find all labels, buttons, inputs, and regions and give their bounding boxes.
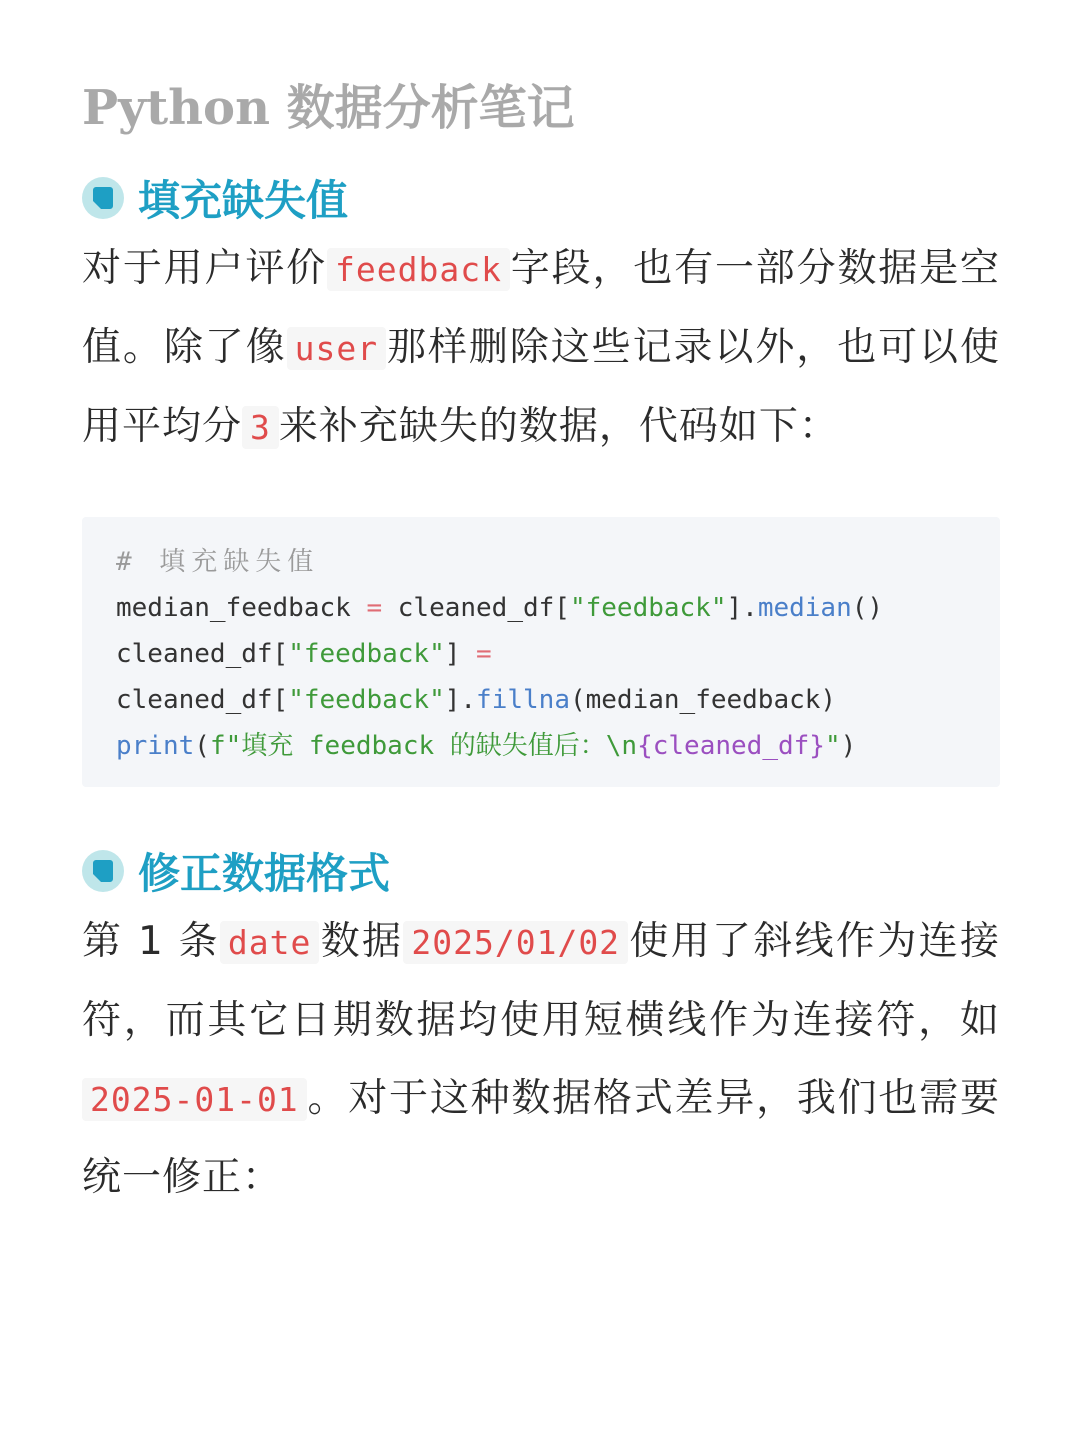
code-string: "feedback" <box>569 593 727 623</box>
note-icon <box>82 850 124 892</box>
code-operator: = <box>476 639 492 669</box>
inline-code: 3 <box>242 406 279 449</box>
code-token: ) <box>840 731 857 761</box>
paragraph-text: 那样删除这些记录以外，也可以使用平均分 <box>82 325 1000 449</box>
code-token: cleaned_df[ <box>116 639 289 669</box>
paragraph-text: 使用了斜线作为连接符，而其它日期数据均使用短横线作为连接符，如 <box>82 919 1000 1043</box>
code-line <box>116 677 1000 723</box>
code-comment: # 填充缺失值 <box>116 547 320 577</box>
code-interpolation: {cleaned_df} <box>637 731 825 761</box>
code-string: " <box>824 731 841 761</box>
inline-code: 2025/01/02 <box>403 921 628 964</box>
inline-code: date <box>220 921 319 964</box>
code-function: median <box>757 593 852 623</box>
code-line <box>116 723 1000 769</box>
code-token: ]. <box>726 593 758 623</box>
code-token: cleaned_df[ <box>382 593 570 623</box>
code-block <box>82 517 1000 787</box>
code-line <box>116 631 1000 677</box>
inline-code: user <box>287 327 386 370</box>
note-page <box>82 70 1000 1217</box>
note-icon <box>82 177 124 219</box>
paragraph-text: 第 1 条 <box>82 919 220 964</box>
code-line <box>116 539 1000 585</box>
paragraph-text: 对于用户评价 <box>82 246 328 291</box>
code-function: fillna <box>476 685 570 715</box>
code-token: cleaned_df[ <box>116 685 289 715</box>
paragraph-text: 数据 <box>319 919 404 964</box>
code-token: ( <box>194 731 210 761</box>
section-title: 修正数据格式 <box>138 849 391 898</box>
code-token: median_feedback <box>116 593 367 623</box>
paragraph-text: 。对于这种数据格式差异，我们也需要统一修正： <box>82 1076 1000 1200</box>
code-token: ]. <box>444 685 477 715</box>
section-paragraph <box>82 903 1000 1217</box>
page-title: Python 数据分析笔记 <box>82 80 575 136</box>
inline-code: 2025-01-01 <box>82 1078 307 1121</box>
inline-code: feedback <box>327 248 510 291</box>
code-string: "feedback" <box>288 685 445 715</box>
code-token: () <box>851 593 884 623</box>
code-token: (median_feedback) <box>569 685 837 715</box>
section-title: 填充缺失值 <box>138 176 349 225</box>
code-string: "feedback" <box>288 639 445 669</box>
code-operator: = <box>366 593 383 623</box>
code-function: print <box>116 731 195 761</box>
section-heading-fill-missing <box>82 166 1000 230</box>
code-string: f"填充 feedback 的缺失值后：\n <box>209 731 638 761</box>
code-token: ] <box>444 639 477 669</box>
code-line <box>116 585 1000 631</box>
section-paragraph <box>82 230 1000 467</box>
paragraph-text: 字段，也有一部分数据是空值。除了像 <box>82 246 1000 370</box>
section-heading-fix-format <box>82 839 1000 903</box>
paragraph-text: 来补充缺失的数据，代码如下： <box>278 404 839 449</box>
